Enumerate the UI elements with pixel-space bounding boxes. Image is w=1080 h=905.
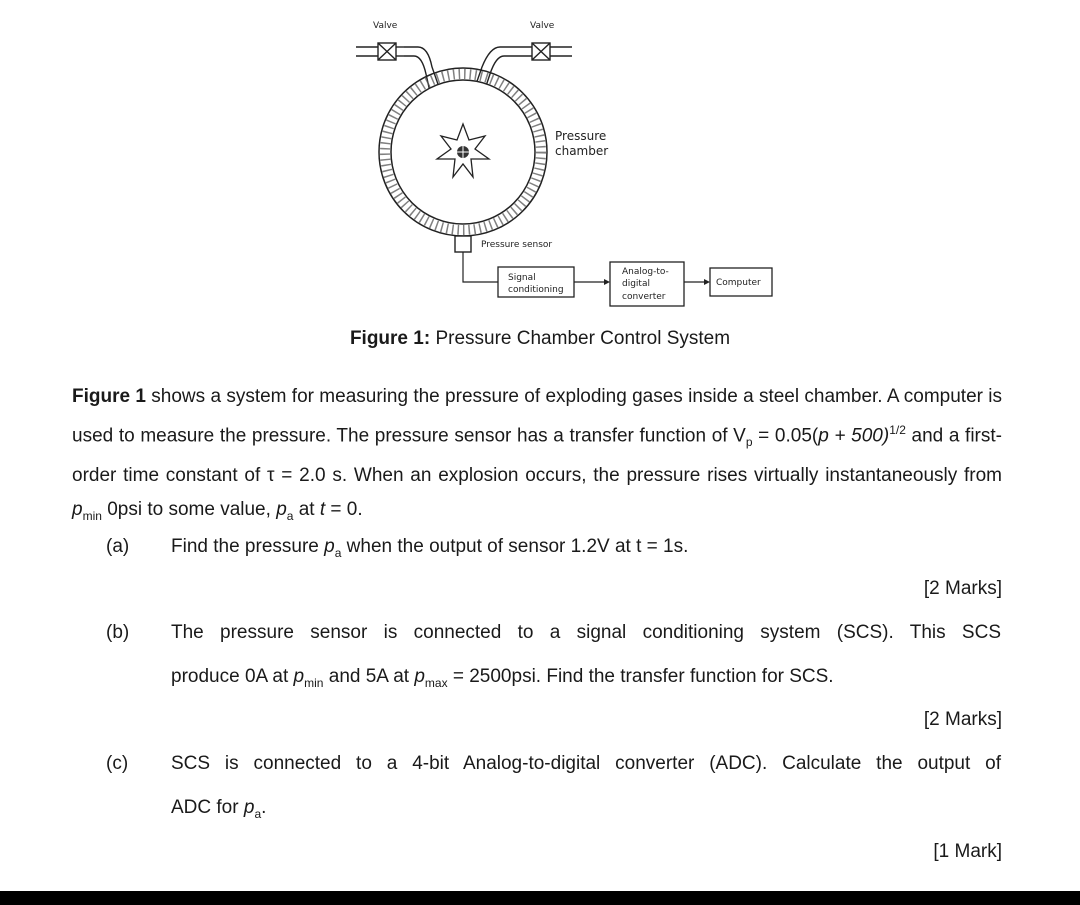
q-sub: max [424, 675, 448, 690]
intro-text: + 500) [828, 424, 890, 446]
q-text: = 2500psi. Find the transfer function for SCS. [447, 666, 834, 687]
question-c-label: (c) [106, 753, 129, 774]
valve-right-label: Valve [530, 21, 555, 31]
sensor-label: Pressure sensor [481, 240, 553, 250]
intro-var: t [319, 498, 326, 520]
q-text: produce 0A at [171, 666, 294, 687]
question-b-marks: [2 Marks] [923, 709, 1002, 730]
q-text: ADC for [171, 797, 244, 818]
figure-ref: Figure 1 [72, 386, 146, 407]
signal-label-line1: Signal [508, 273, 536, 283]
intro-text: 0psi to some value, [101, 498, 277, 520]
intro-text: shows a system for measuring the pressure of exploding gases inside a steel chamber. A computer is used to measure the pressure. The pressure sensor has a transfer function of V [72, 386, 1003, 446]
intro-text: and a first-order time constant of τ = 2.0 s. When an explosion occurs, the pressure rises virtually instantaneously from [72, 424, 1002, 487]
signal-label-line2: conditioning [508, 285, 564, 295]
arrow-to-computer [684, 279, 710, 285]
valve-left-label: Valve [373, 21, 398, 31]
arrow-to-adc [574, 279, 610, 285]
q-sub: a [334, 545, 342, 560]
intro-var: p [72, 498, 83, 520]
intro-sub: p [745, 434, 753, 449]
question-c-line2 [171, 797, 266, 821]
intro-exponent: 1/2 [889, 422, 906, 437]
q-text: and 5A at [323, 666, 415, 687]
q-text: when the output of sensor 1.2V at t = 1s. [341, 536, 689, 557]
intro-sub: a [286, 508, 294, 523]
question-a-text [171, 536, 688, 560]
q-sub: a [254, 806, 262, 821]
valve-left-icon [356, 43, 404, 60]
intro-text: = 0.05( [752, 424, 819, 446]
bottom-bar [0, 891, 1080, 905]
intro-text: at [293, 498, 320, 520]
question-b-line2 [171, 666, 834, 690]
question-a-label: (a) [106, 536, 130, 557]
chamber-label-line1: Pressure [555, 129, 607, 143]
intro-paragraph [72, 380, 1002, 533]
intro-var: p [276, 498, 287, 520]
adc-label-line3: converter [622, 292, 666, 302]
q-var: p [414, 666, 425, 687]
computer-label: Computer [716, 278, 761, 288]
intro-text: = 0. [325, 498, 363, 520]
question-a-marks: [2 Marks] [923, 578, 1002, 599]
question-b-label: (b) [106, 622, 130, 643]
q-var: p [243, 797, 255, 818]
sensor-wire [463, 252, 498, 282]
question-c-line1: SCS is connected to a 4-bit Analog-to-digital converter (ADC). Calculate the output of [171, 753, 1001, 774]
q-var: p [293, 666, 305, 687]
question-b-line1: The pressure sensor is connected to a signal conditioning system (SCS). This SCS [171, 622, 1001, 643]
adc-label-line2: digital [622, 279, 650, 289]
q-text: Find the pressure [171, 536, 325, 557]
question-c-marks: [1 Mark] [933, 841, 1002, 862]
valve-right-icon [510, 43, 572, 60]
chamber-label-line2: chamber [555, 144, 609, 158]
caption-bold: Figure 1: [349, 328, 431, 349]
q-var: p [324, 536, 335, 557]
pressure-chamber-diagram [340, 12, 790, 312]
figure-caption [0, 328, 1080, 350]
pressure-sensor-box [455, 236, 471, 252]
intro-sub: min [82, 508, 102, 523]
caption-text: Pressure Chamber Control System [430, 328, 731, 349]
q-sub: min [304, 675, 324, 690]
intro-var: p [818, 424, 829, 446]
adc-label-line1: Analog-to- [622, 267, 669, 277]
q-text: . [261, 797, 267, 818]
